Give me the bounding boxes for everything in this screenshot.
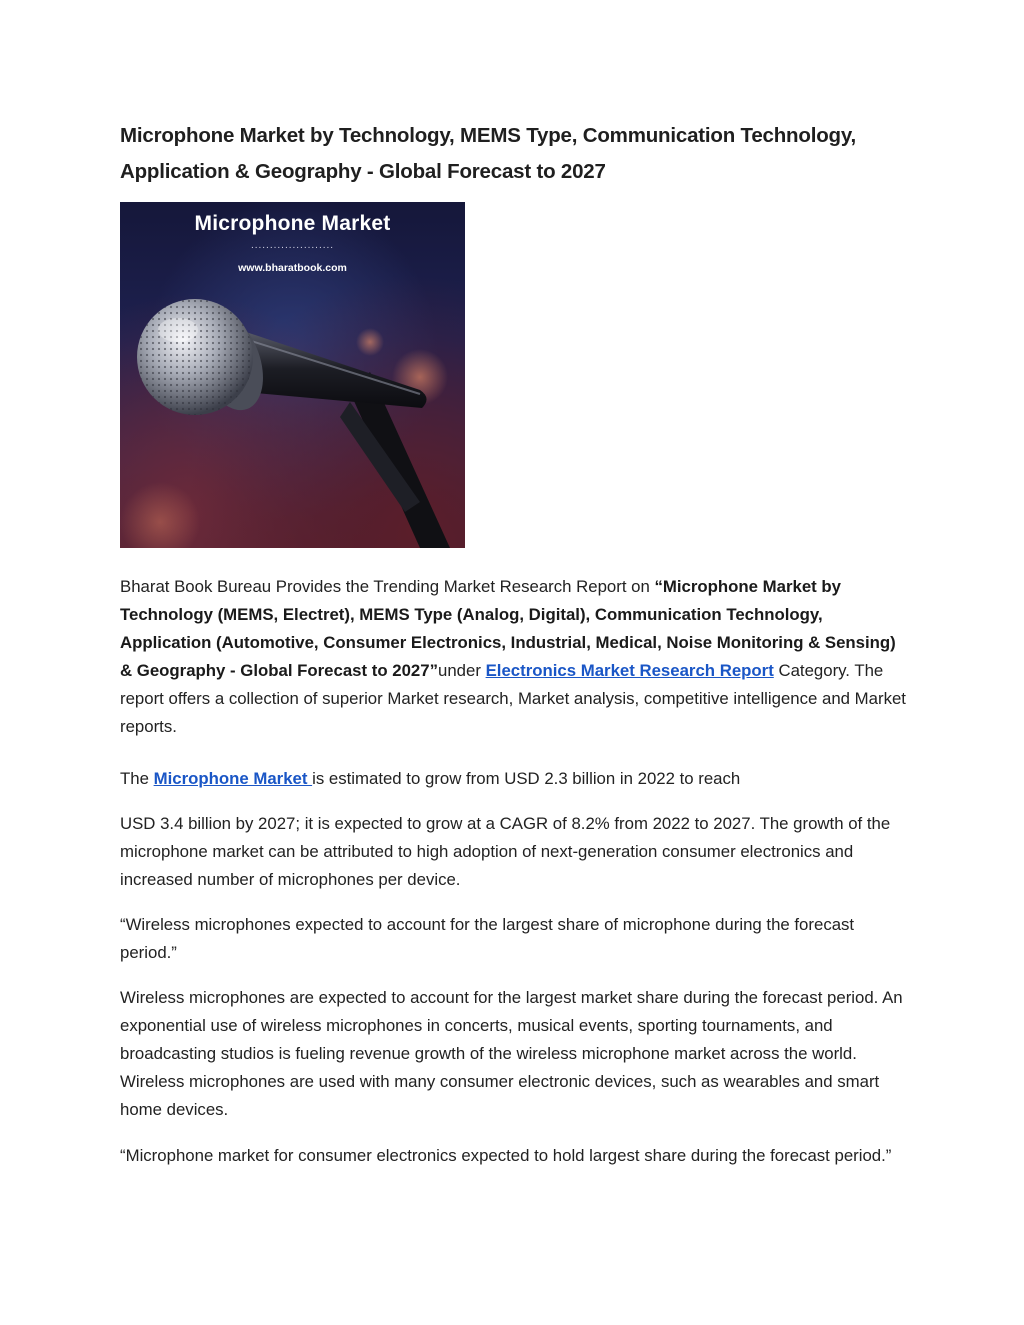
intro-under: under (438, 661, 486, 680)
intro-paragraph (120, 573, 910, 741)
wireless-quote: “Wireless microphones expected to account for the largest share of microphone during the forecast period.” (120, 915, 855, 962)
electronics-report-link[interactable]: Electronics Market Research Report (485, 661, 774, 680)
report-title: “Microphone Market by Technology (MEMS, Electret), MEMS Type (Analog, Digital), Communication Technology, Application (Automotive, Consumer Electronics, Industrial, Medical, Noise Monitoring & Sensing) & Geography - Global Forecast to 2027” (120, 577, 896, 680)
growth-paragraph: USD 3.4 billion by 2027; it is expected to grow at a CAGR of 8.2% from 2022 to 2027. The growth of the microphone market can be attributed to high adoption of next-generation consumer electronics and increased number of microphones per device. (120, 814, 891, 889)
intro-suffix: Category. The report offers a collection of superior Market research, Market analysis, competitive intelligence and Market reports. (120, 661, 906, 736)
document-title: Microphone Market by Technology, MEMS Type, Communication Technology, Application & Geography - Global Forecast to 2027 (120, 124, 857, 183)
market-size-suffix: is estimated to grow from USD 2.3 billion in 2022 to reach (312, 769, 741, 788)
microphone-market-link[interactable]: Microphone Market (153, 769, 313, 788)
market-size-prefix: The (120, 769, 154, 788)
consumer-quote: “Microphone market for consumer electronics expected to hold largest share during the forecast period.” (120, 1146, 892, 1165)
hero-heading: Microphone Market (194, 212, 391, 235)
hero-divider: ...................... (250, 240, 335, 251)
hero-image (120, 202, 465, 548)
wireless-paragraph: Wireless microphones are expected to account for the largest market share during the forecast period. An exponential use of wireless microphones in concerts, musical events, sporting tournaments, and broadcasting studios is fueling revenue growth of the wireless microphone market across the world. Wireless microphones are used with many consumer electronic devices, such as wearables and smart home devices. (120, 988, 903, 1119)
market-size-paragraph (120, 765, 910, 793)
hero-url: www.bharatbook.com (238, 262, 347, 274)
microphone-illustration (120, 202, 465, 548)
intro-prefix: Bharat Book Bureau Provides the Trending Market Research Report on (120, 577, 655, 596)
